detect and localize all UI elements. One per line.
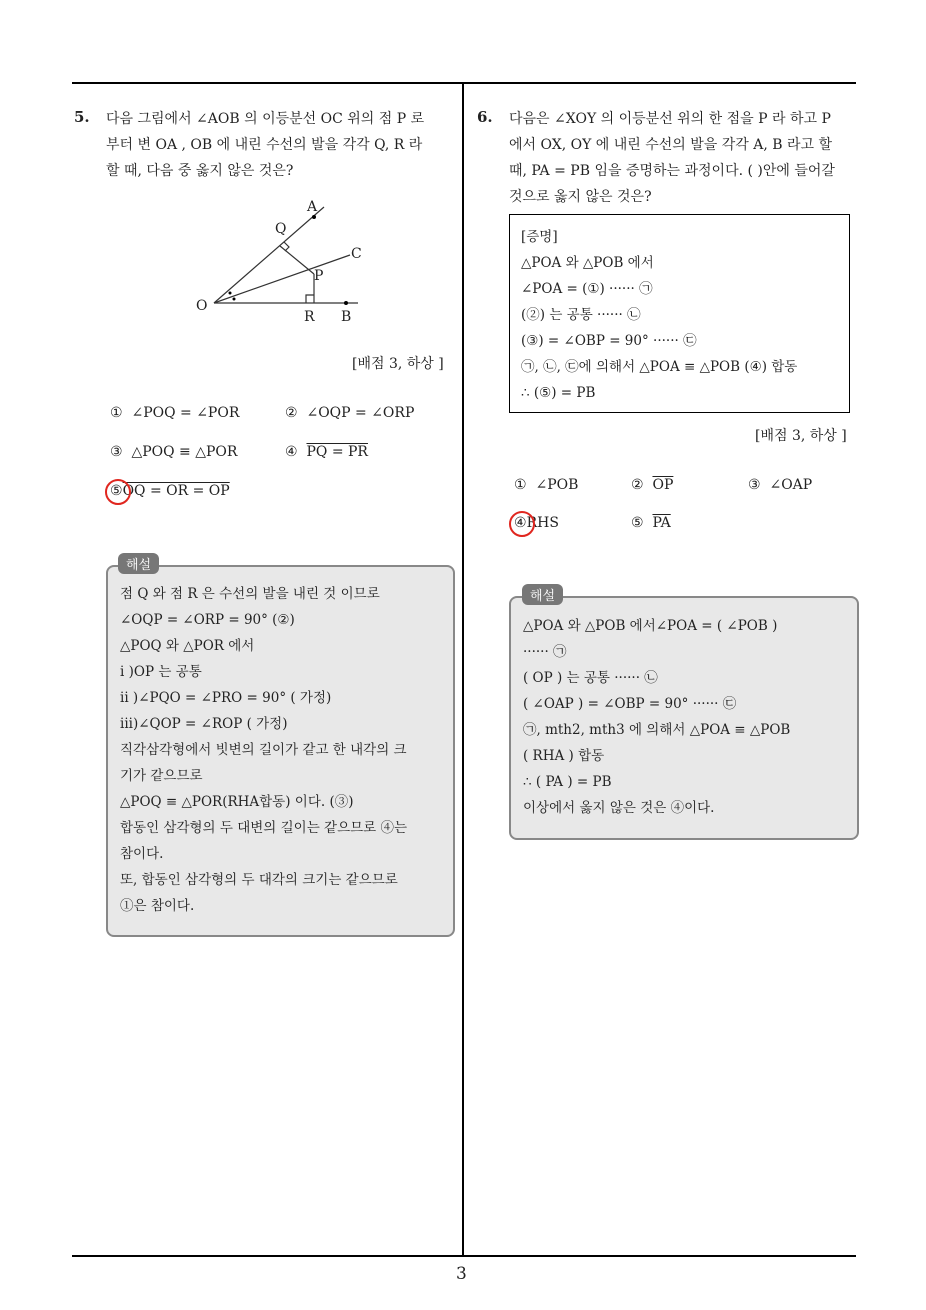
explanation-line: ㉠, mth2, mth3 에 의해서 △POA ≡ △POB (523, 722, 791, 738)
choice-number: ② (631, 477, 644, 493)
choice-number: ④ (285, 444, 298, 460)
choice-text: PQ = PR (306, 444, 368, 460)
question-6-text (509, 106, 859, 210)
bottom-rule (72, 1255, 856, 1257)
question-text-line: 다음 그림에서 ∠AOB 의 이등분선 OC 위의 점 P 로 (106, 111, 425, 127)
explanation-line: ······ ㉠ (523, 644, 567, 660)
explanation-line: ∠OQP = ∠ORP = 90° (②) (120, 612, 295, 628)
q6-explanation-text (523, 613, 848, 821)
label-o: O (196, 298, 208, 314)
q6-choice-1[interactable] (514, 477, 578, 493)
column-divider (462, 82, 464, 1256)
proof-text (521, 224, 846, 406)
q6-choice-2[interactable] (631, 477, 673, 493)
explanation-line: 기가 같으므로 (120, 768, 203, 784)
choice-number: ③ (110, 444, 123, 460)
proof-line: (③) = ∠OBP = 90° ······ ㉢ (521, 333, 697, 349)
choice-text: $\overline{PA}$ (652, 515, 671, 531)
q5-choice-2[interactable] (285, 405, 414, 421)
explanation-line: iii)∠QOP = ∠ROP ( 가정) (120, 716, 288, 732)
label-q: Q (275, 221, 287, 237)
question-text-line: 때, PA = PB 임을 증명하는 과정이다. ( )안에 들어갈 (509, 163, 835, 179)
page-number: 3 (456, 1264, 467, 1284)
explanation-line: 참이다. (120, 846, 164, 862)
label-b: B (341, 309, 352, 325)
question-5-text (106, 106, 456, 184)
explanation-line: △POQ ≡ △POR(RHA합동) 이다. (③) (120, 794, 354, 810)
q5-choice-1[interactable] (110, 405, 239, 421)
question-6-points: [배점 3, 하상 ] (755, 428, 847, 444)
explanation-line: 점 Q 와 점 R 은 수선의 발을 내린 것 이므로 (120, 586, 380, 602)
choice-number: ② (285, 405, 298, 421)
choice-text: ∠POQ = ∠POR (131, 405, 240, 421)
choice-number: ⑤ (631, 515, 644, 531)
choice-text: OQ = OR = OP (122, 483, 230, 499)
proof-line: ∠POA = (①) ······ ㉠ (521, 281, 653, 297)
choice-text: RHS (526, 515, 559, 531)
proof-line: △POA 와 △POB 에서 (521, 255, 654, 271)
explanation-line: ①은 참이다. (120, 898, 195, 914)
q5-explanation-tag: 해설 (118, 553, 159, 574)
label-p: P (314, 268, 324, 284)
q5-choice-4[interactable] (285, 444, 368, 460)
label-r: R (304, 309, 315, 325)
choice-number: ③ (748, 477, 761, 493)
choice-number: ④ (514, 515, 527, 531)
choice-number: ① (110, 405, 123, 421)
q6-explanation-tag: 해설 (522, 584, 563, 605)
explanation-line: 합동인 삼각형의 두 대변의 길이는 같으므로 ④는 (120, 820, 408, 836)
angle-bisector-figure (190, 195, 370, 325)
explanation-line: ∴ ( PA ) = PB (523, 774, 612, 790)
explanation-line: ( RHA ) 합동 (523, 748, 605, 764)
top-rule (72, 82, 856, 84)
choice-text: ∠OAP (769, 477, 813, 493)
q6-choice-3[interactable] (748, 477, 812, 493)
proof-line: ㉠, ㉡, ㉢에 의해서 △POA ≡ △POB (④) 합동 (521, 359, 798, 375)
question-5-number: 5. (74, 108, 90, 126)
explanation-line: 직각삼각형에서 빗변의 길이가 같고 한 내각의 크 (120, 742, 407, 758)
q6-choice-5[interactable] (631, 515, 671, 531)
explanation-line: ( ∠OAP ) = ∠OBP = 90° ······ ㉢ (523, 696, 737, 712)
choice-text: △POQ ≡ △POR (131, 444, 238, 460)
choice-number: ① (514, 477, 527, 493)
explanation-line: i )OP 는 공통 (120, 664, 202, 680)
q5-choice-3[interactable] (110, 444, 237, 460)
answer-mark-circle (509, 511, 535, 537)
choice-text: ∠OQP = ∠ORP (306, 405, 415, 421)
choice-number: ⑤ (110, 483, 123, 499)
proof-line: [증명] (521, 229, 558, 245)
answer-mark-circle (105, 479, 131, 505)
label-a: A (307, 199, 318, 215)
choice-text: $\overline{OP}$ (652, 477, 674, 493)
question-5-points: [배점 3, 하상 ] (352, 356, 444, 372)
proof-line: ∴ (⑤) = PB (521, 385, 596, 401)
question-text-line: 에서 OX, OY 에 내린 수선의 발을 각각 A, B 라고 할 (509, 137, 833, 153)
explanation-line: △POA 와 △POB 에서∠POA = ( ∠POB ) (523, 618, 778, 634)
question-6-number: 6. (477, 108, 493, 126)
explanation-line: △POQ 와 △POR 에서 (120, 638, 255, 654)
explanation-line: ii )∠PQO = ∠PRO = 90° ( 가정) (120, 690, 332, 706)
proof-line: (②) 는 공통 ······ ㉡ (521, 307, 641, 323)
question-text-line: 할 때, 다음 중 옳지 않은 것은? (106, 163, 294, 179)
explanation-line: 또, 합동인 삼각형의 두 대각의 크기는 같으므로 (120, 872, 398, 888)
explanation-line: 이상에서 옳지 않은 것은 ④이다. (523, 800, 715, 816)
question-text-line: 부터 변 OA , OB 에 내린 수선의 발을 각각 Q, R 라 (106, 137, 423, 153)
q5-explanation-text (120, 581, 445, 919)
explanation-line: ( OP ) 는 공통 ······ ㉡ (523, 670, 658, 686)
choice-text: ∠POB (535, 477, 579, 493)
question-text-line: 것으로 옳지 않은 것은? (509, 189, 652, 205)
label-c: C (351, 246, 362, 262)
question-text-line: 다음은 ∠XOY 의 이등분선 위의 한 점을 P 라 하고 P (509, 111, 831, 127)
